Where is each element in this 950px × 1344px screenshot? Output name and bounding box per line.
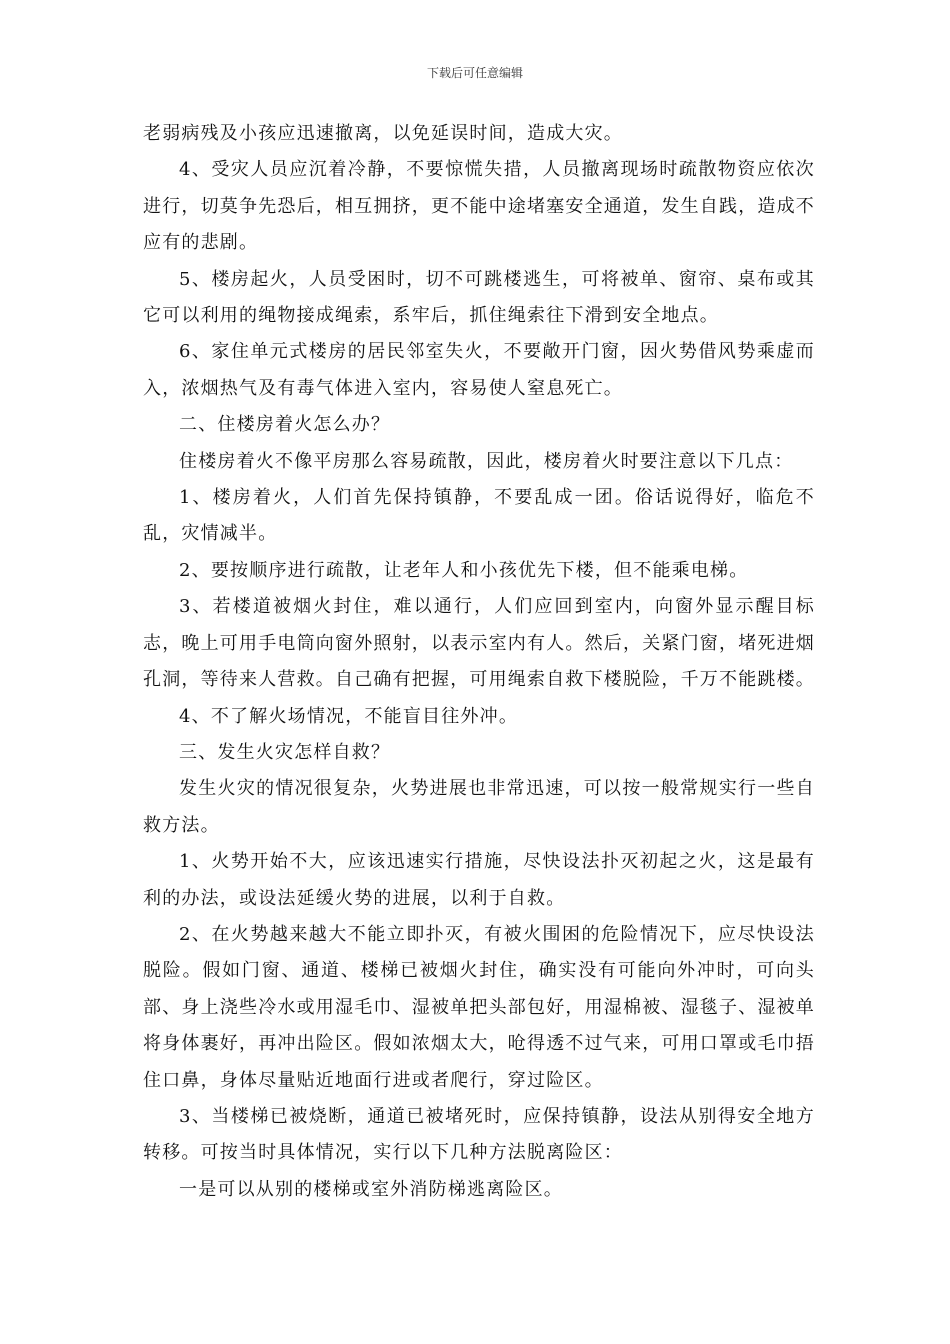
paragraph: 1、火势开始不大，应该迅速实行措施，尽快设法扑灭初起之火，这是最有利的办法，或设法延缓火势的进展，以利于自救。 [143, 851, 815, 909]
paragraph: 4、受灾人员应沉着冷静，不要惊慌失措，人员撤离现场时疏散物资应依次进行，切莫争先恐后，相互拥挤，更不能中途堵塞安全通道，发生自践，造成不应有的悲剧。 [143, 159, 815, 254]
paragraph: 发生火灾的情况很复杂，火势进展也非常迅速，可以按一般常规实行一些自救方法。 [143, 778, 815, 836]
paragraph: 2、要按顺序进行疏散，让老年人和小孩优先下楼，但不能乘电梯。 [179, 559, 749, 581]
paragraph: 4、不了解火场情况，不能盲目往外冲。 [179, 705, 519, 727]
paragraph: 老弱病残及小孩应迅速撤离，以免延误时间，造成大灾。 [143, 123, 623, 144]
paragraph: 三、发生火灾怎样自救？ [179, 741, 391, 763]
paragraph: 5、楼房起火，人员受困时，切不可跳楼逃生，可将被单、窗帘、桌布或其它可以利用的绳物接成绳索，系牢后，抓住绳索往下滑到安全地点。 [143, 268, 815, 327]
paragraph: 住楼房着火不像平房那么容易疏散，因此，楼房着火时要注意以下几点： [179, 450, 794, 472]
page-header: 下载后可任意编辑 [426, 66, 523, 80]
paragraph: 3、当楼梯已被烧断，通道已被堵死时，应保持镇静，设法从别得安全地方转移。可按当时具体情况，实行以下几种方法脱离险区： [143, 1105, 815, 1164]
paragraph: 3、若楼道被烟火封住，难以通行，人们应回到室内，向窗外显示醒目标志，晚上可用手电筒向窗外照射，以表示室内有人。然后，关紧门窗，堵死进烟孔洞，等待来人营救。自己确有把握，可用绳索自救下楼脱险，千万不能跳楼。 [143, 596, 815, 691]
paragraph: 6、家住单元式楼房的居民邻室失火，不要敞开门窗，因火势借风势乘虚而入，浓烟热气及有毒气体进入室内，容易使人窒息死亡。 [143, 341, 815, 399]
document-body [143, 116, 815, 1208]
paragraph: 一是可以从别的楼梯或室外消防梯逃离险区。 [179, 1178, 563, 1200]
paragraph: 1、楼房着火，人们首先保持镇静，不要乱成一团。俗话说得好，临危不乱，灾情减半。 [143, 487, 815, 545]
paragraph: 2、在火势越来越大不能立即扑灭，有被火围困的危险情况下，应尽快设法脱险。假如门窗、通道、楼梯已被烟火封住，确实没有可能向外冲时，可向头部、身上浇些冷水或用湿毛巾、湿被单把头部包好，用湿棉被、湿毯子、湿被单将身体裹好，再冲出险区。假如浓烟太大，呛得透不过气来，可用口罩或毛巾捂住口鼻，身体尽量贴近地面行进或者爬行，穿过险区。 [143, 923, 815, 1091]
paragraph: 二、住楼房着火怎么办？ [179, 414, 391, 436]
